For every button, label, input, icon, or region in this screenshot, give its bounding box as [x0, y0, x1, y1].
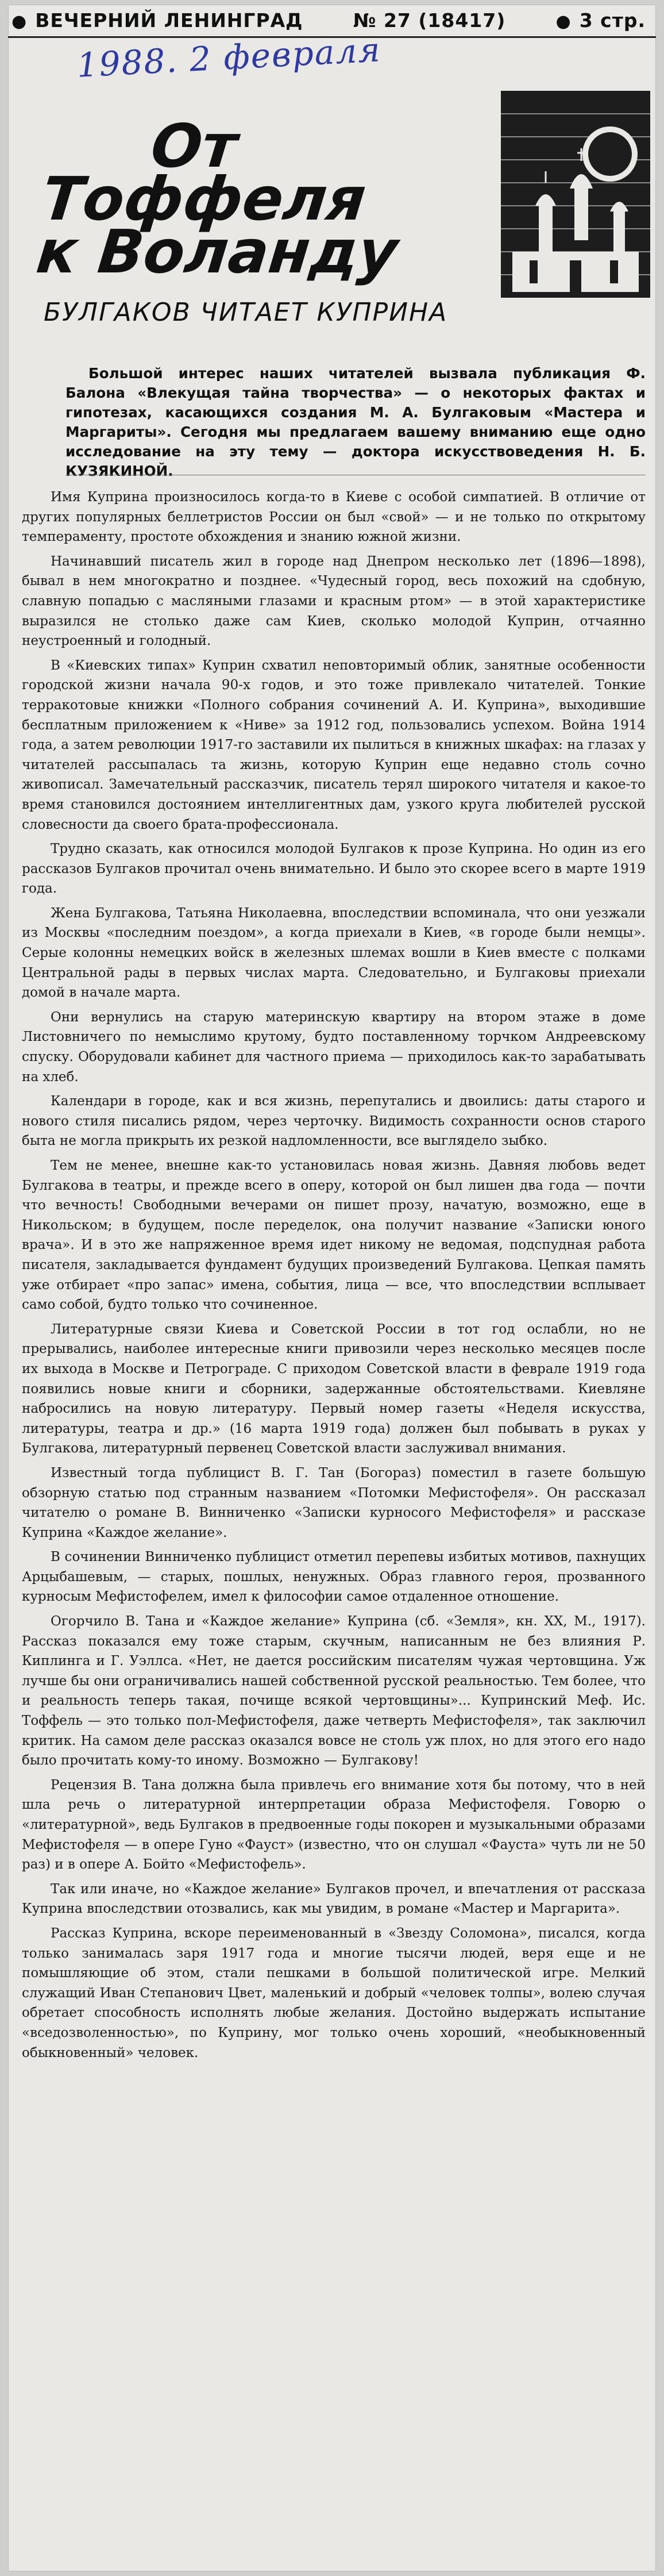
paragraph: В сочинении Винниченко публицист отметил перепевы избитых мотивов, пахнущих Арцыбашевым, — старых, пошлых, ненужных. Образ главного героя, прозванного курносым Мефистофелем, имел к философии самое отдаленное отношение. [22, 1550, 646, 1605]
paragraph: Они вернулись на старую материнскую квартиру на втором этаже в доме Листовничего по немыслимо крутому, будто поставленному торчком Андреевскому спуску. Оборудовали кабинет для частного приема — приходилось как-то зарабатывать на хлеб. [22, 1009, 646, 1085]
paragraph: Начинавший писатель жил в городе над Днепром несколько лет (1896—1898), бывал в нем многократно и позднее. «Чудесный город, весь похожий на сдобную, славную попадью с масляными глазами и красным ртом» — в этой характеристике выразился не столько даже сам Киев, сколько молодой Куприн, отчаянно неустроенный и голодный. [22, 553, 646, 649]
paragraph: Тем не менее, внешне как-то установилась новая жизнь. Давняя любовь ведет Булгакова в театры, и прежде всего в оперу, которой он был лишен два года — почти что вечность! Свободными вечерами он пишет прозу, начатую, возможно, еще в Никольском; в будущем, после переделок, она получит название «Записки юного врача». И в это же напряженное время идет никому не ведомая, подспудная работа писателя, закладывается фундамент будущих произведений Булгакова. Цепкая память уже отбирает «про запас» имена, события, лица — все, что впоследствии всплывает само собой, будто только что сочиненное. [22, 1158, 646, 1313]
paragraph: Календари в городе, как и вся жизнь, перепутались и двоились: даты старого и нового стиля писались рядом, через черточку. Видимость сохранности основ старого быта не могла прикрыть их резкой надломленности, все выглядело зыбко. [22, 1094, 646, 1149]
article-body [22, 487, 646, 2067]
church-domes-illustration-icon [501, 91, 650, 298]
page-number: 3 стр. [579, 9, 646, 32]
bullet-icon: ● [555, 11, 572, 32]
paragraph: Жена Булгакова, Татьяна Николаевна, впоследствии вспоминала, что они уезжали из Москвы «последним поездом», а когда приехали в Киев, «в городе были немцы». Серые колонны немецких войск в железных шлемах вошли в Киев вместе с полками Центральной рады в первых числах марта. Следовательно, и Булгаковы приехали домой в начале марта. [22, 905, 646, 1001]
paragraph: Огорчило В. Тана и «Каждое желание» Куприна (сб. «Земля», кн. XX, М., 1917). Рассказ показался ему тоже старым, скучным, написанным не без влияния Р. Киплинга и Г. Уэллса. «Нет, не дается российским писателям чужая чертовщина. Уж лучше бы они ограничивались нашей собственной русской реальностью. Тем более, что и реальность теперь такая, почище всякой чертовщины»... Купринский Меф. Ис. Тоффель — это только пол-Мефистофеля, даже четверть Мефистофеля», так заключил критик. На самом деле рассказ оказался вовсе не столь уж плох, но для этого его надо было прочитать кому-то иному. Возможно — Булгакову! [22, 1614, 646, 1768]
paragraph: Имя Куприна произносилось когда-то в Киеве с особой симпатией. В отличие от других популярных беллетристов России он был «свой» — и не только по открытому темпераменту, простоте обхождения и знанию южной жизни. [22, 490, 646, 545]
paragraph: Так или иначе, но «Каждое желание» Булгаков прочел, и впечатления от рассказа Куприна впоследствии отозвались, как мы увидим, в романе «Мастер и Маргарита». [22, 1881, 646, 1917]
headline-line-2: Тоффеля [38, 164, 369, 234]
paragraph: В «Киевских типах» Куприн схватил неповторимый облик, занятные особенности городской жизни начала 90-х годов, и это тоже привлекало читателей. Тонкие терракотовые книжки «Полного собрания сочинений А. И. Куприна», выходившие бесплатным приложением к «Ниве» за 1912 год, пользовались успехом. Война 1914 года, а затем революции 1917-го заставили их пылиться в книжных шкафах: на глазах у читателей рассыпалась та жизнь, которую Куприн еще недавно столь сочно живописал. Замечательный рассказчик, писатель терял широкого читателя и какое-то время становился достоянием интеллигентных дам, узкого круга любителей русской словесности да своего брата-профессионала. [22, 658, 646, 832]
headline-line-1: От [148, 111, 241, 181]
paragraph: Известный тогда публицист В. Г. Тан (Богораз) поместил в газете большую обзорную статью под странным названием «Потомки Мефистофеля». Он рассказал читателю о романе В. Винниченко «Записки курносого Мефистофеля» и рассказе Куприна «Каждое желание». [22, 1465, 646, 1540]
lead-paragraph: Большой интерес наших читателей вызвала публикация Ф. Балона «Влекущая тайна творчества» — о некоторых фактах и гипотезах, касающихся создания М. А. Булгаковым «Мастера и Маргариты». Сегодня мы предлагаем вашему вниманию еще одно исследование на эту тему — доктора искусствоведения Н. Б. КУЗЯКИНОЙ. [65, 364, 646, 479]
headline [33, 111, 510, 287]
paper-name: ВЕЧЕРНИЙ ЛЕНИНГРАД [35, 9, 303, 32]
paragraph: Литературные связи Киева и Советской России в тот год ослабли, но не прерывались, наиболее интересные книги привозили через несколько месяцев после их выхода в Москве и Петрограде. С приходом Советской власти в феврале 1919 года появились новые книги и сборники, задержанные обстоятельствами. Киевляне набросились на новую литературу. Первый номер газеты «Неделя искусства, литературы, театра и др.» (16 марта 1919 года) должен был побывать в руках у Булгакова, литературный первенец Советской власти заслуживал внимания. [22, 1321, 646, 1456]
headline-line-3: к Воланду [33, 217, 402, 287]
newspaper-clipping [8, 5, 656, 2571]
masthead-left [11, 9, 303, 32]
subtitle: БУЛГАКОВ ЧИТАЕТ КУПРИНА [44, 298, 448, 327]
masthead-right [556, 9, 646, 32]
bullet-icon: ● [11, 11, 28, 32]
handwritten-date: 1988. 2 февраля [76, 30, 383, 85]
paragraph: Рассказ Куприна, вскоре переименованный в «Звезду Соломона», писался, когда только занималась заря 1917 года и многие тысячи людей, веря еще и не помышляющие об этом, стали пешками в большой политической игре. Мелкий служащий Иван Степанович Цвет, маленький и добрый «человек толпы», волею случая обретает способность исполнять любые желания. Достойно выдержать испытание «вседозволенностью», по Куприну, мог только очень хороший, «необыкновенный обыкновенный» человек. [22, 1925, 646, 2060]
paragraph: Трудно сказать, как относился молодой Булгаков к прозе Куприна. Но один из его рассказов Булгаков прочитал очень внимательно. И было это скорее всего в марте 1919 года. [22, 841, 646, 897]
issue-number: № 27 (18417) [353, 9, 506, 32]
paragraph: Рецензия В. Тана должна была привлечь его внимание хотя бы потому, что в ней шла речь о литературной интерпретации образа Мефистофеля. Говорю о «литературной», ведь Булгаков в предвоенные годы покорен и музыкальными образами Мефистофеля — в опере Гуно «Фауст» (известно, что он слушал «Фауста» чуть ли не 50 раз) и в опере А. Бойто «Мефистофель». [22, 1777, 646, 1873]
